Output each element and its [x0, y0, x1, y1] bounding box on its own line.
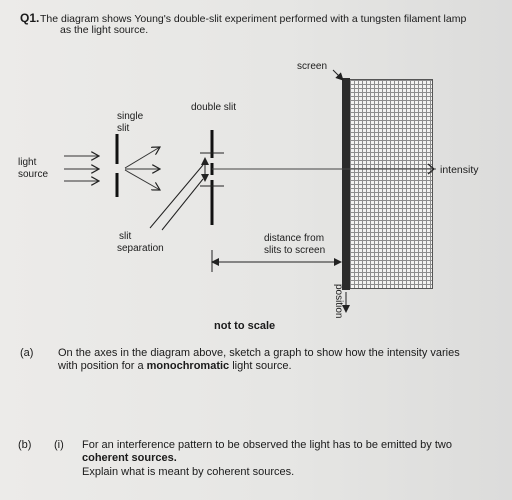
light-source-arrows: [64, 156, 99, 181]
label-single: single: [117, 111, 144, 122]
part-a-line2-prefix: with position for a: [58, 360, 147, 372]
label-source: source: [18, 169, 49, 180]
screen-pointer: [333, 70, 343, 80]
part-a-line2: [58, 360, 292, 373]
part-b-line3: Explain what is meant by coherent sources.: [82, 466, 295, 478]
label-distance-line1: distance from: [264, 233, 325, 244]
question-intro-line1: The diagram shows Young's double-slit experiment performed with a tungsten filament lamp: [40, 13, 467, 25]
label-distance-line2: slits to screen: [264, 245, 326, 256]
part-a-line1: On the axes in the diagram above, sketch a graph to show how the intensity varies: [58, 347, 460, 359]
part-b-line1: For an interference pattern to be observed the light has to be emitted by two: [82, 439, 452, 451]
screen-bar: [342, 78, 350, 290]
label-single-slit: slit: [117, 123, 130, 134]
label-screen: screen: [297, 61, 328, 72]
part-a-line2-suffix: light source.: [229, 360, 292, 372]
question-number: Q1.: [20, 11, 40, 25]
label-light: light: [18, 157, 37, 168]
label-intensity: intensity: [440, 164, 479, 176]
label-slit: slit: [119, 231, 132, 242]
part-a-label: (a): [20, 347, 34, 359]
question-intro-line2: as the light source.: [60, 24, 149, 36]
diagram-caption: not to scale: [214, 320, 276, 332]
part-b-coherent-sources: coherent sources.: [82, 452, 177, 464]
label-position: position: [333, 284, 344, 319]
label-double-slit: double slit: [191, 102, 237, 113]
part-b-sub-label: (i): [54, 439, 64, 451]
slit-separation-pointers: [150, 165, 203, 230]
diverging-light-arrows: [125, 147, 160, 190]
part-b-label: (b): [18, 439, 32, 451]
part-a-monochromatic: monochromatic: [146, 360, 230, 372]
label-separation: separation: [117, 243, 164, 254]
